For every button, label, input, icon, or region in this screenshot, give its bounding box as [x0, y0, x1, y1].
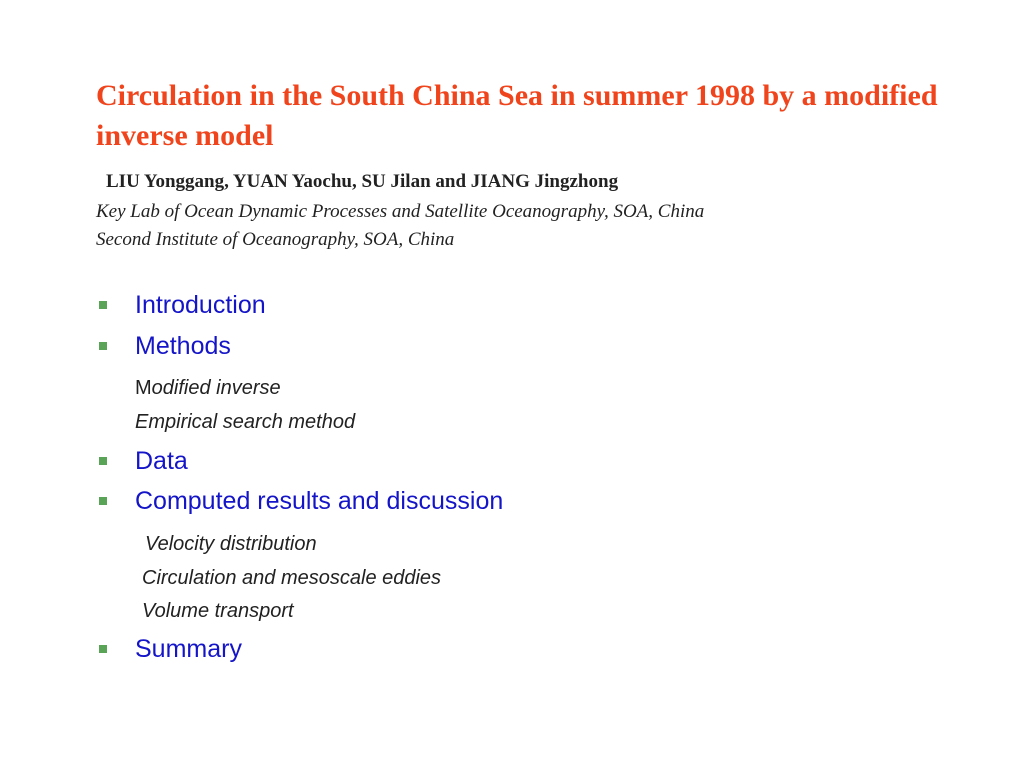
outline-item-data	[96, 445, 188, 477]
outline-subitem-velocity-distribution: Velocity distribution	[145, 533, 317, 555]
square-bullet-icon	[99, 457, 107, 465]
outline-item-summary	[96, 633, 242, 665]
outline-item-label: Data	[135, 446, 188, 475]
square-bullet-icon	[99, 301, 107, 309]
slide-title: Circulation in the South China Sea in summer 1998 by a modified inverse model	[96, 79, 938, 152]
outline-item-label: Methods	[135, 331, 231, 360]
outline-item-label: Introduction	[135, 290, 266, 319]
square-bullet-icon	[99, 342, 107, 350]
outline-item-methods	[96, 330, 231, 362]
affiliation-2: Second Institute of Oceanography, SOA, China	[96, 229, 455, 250]
author-list: LIU Yonggang, YUAN Yaochu, SU Jilan and JIANG Jingzhong	[106, 171, 619, 192]
outline-subitem-empirical-search: Empirical search method	[135, 411, 356, 433]
outline-subitem-volume-transport: Volume transport	[142, 600, 294, 622]
outline-item-label: Computed results and discussion	[135, 486, 504, 515]
square-bullet-icon	[99, 645, 107, 653]
outline-subitem-modified-inverse	[135, 375, 281, 401]
outline-item-computed-results	[96, 485, 503, 517]
outline-item-introduction	[96, 289, 266, 321]
outline-subitem-circulation-eddies: Circulation and mesoscale eddies	[142, 567, 442, 589]
affiliation-1: Key Lab of Ocean Dynamic Processes and Satellite Oceanography, SOA, China	[96, 201, 705, 222]
subitem-first-letter: M	[135, 377, 152, 399]
outline-item-label: Summary	[135, 634, 242, 663]
square-bullet-icon	[99, 497, 107, 505]
subitem-rest: odified inverse	[151, 377, 281, 399]
